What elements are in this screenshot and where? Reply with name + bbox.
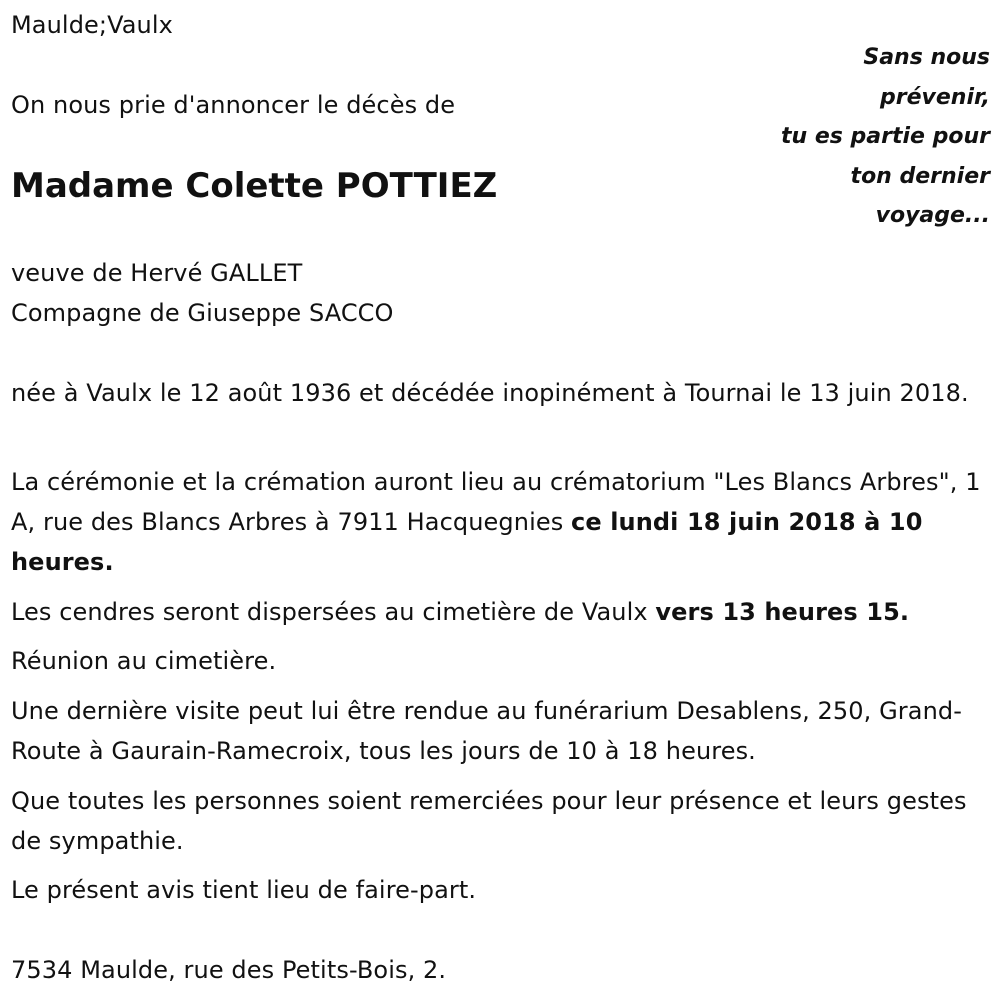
meeting-paragraph: Réunion au cimetière.: [11, 647, 277, 675]
relation-companion: Compagne de Giuseppe SACCO: [11, 299, 394, 327]
relation-widow: veuve de Hervé GALLET: [11, 259, 303, 287]
announcement-intro: On nous prie d'annoncer le décès de: [11, 91, 456, 119]
thanks-paragraph: Que toutes les personnes soient remerciées pour leur présence et leurs gestes de sympathie.: [11, 787, 967, 855]
visit-paragraph: Une dernière visite peut lui être rendue au funérarium Desablens, 250, Grand-Route à Gaurain-Ramecroix, tous les jours de 10 à 18 heures.: [11, 697, 962, 765]
notice-paragraph: Le présent avis tient lieu de faire-part.: [11, 876, 477, 904]
poem-quote: [670, 38, 990, 236]
poem-line: prévenir,: [880, 84, 990, 110]
poem-line: Sans nous: [863, 45, 990, 70]
birth-death-paragraph: née à Vaulx le 12 août 1936 et décédée inopinément à Tournai le 13 juin 2018.: [11, 379, 969, 407]
ashes-text: Les cendres seront dispersées au cimetière de Vaulx: [11, 598, 656, 626]
poem-line: ton dernier: [850, 163, 990, 189]
deceased-name: Madame Colette POTTIEZ: [11, 166, 498, 206]
family-address: 7534 Maulde, rue des Petits-Bois, 2.: [11, 956, 447, 984]
ceremony-date: ce lundi 18 juin 2018 à 10 heures.: [11, 508, 923, 576]
location-header: Maulde;Vaulx: [11, 11, 173, 39]
ceremony-paragraph: [11, 462, 986, 582]
poem-line: voyage...: [875, 203, 990, 228]
ceremony-text: La cérémonie et la crémation auront lieu au crématorium "Les Blancs Arbres", 1 A, rue des Blancs Arbres à 7911 Hacquegnies: [11, 468, 981, 536]
poem-line: tu es partie pour: [781, 124, 990, 149]
ashes-time: vers 13 heures 15.: [655, 598, 910, 626]
ashes-paragraph: [11, 592, 909, 632]
